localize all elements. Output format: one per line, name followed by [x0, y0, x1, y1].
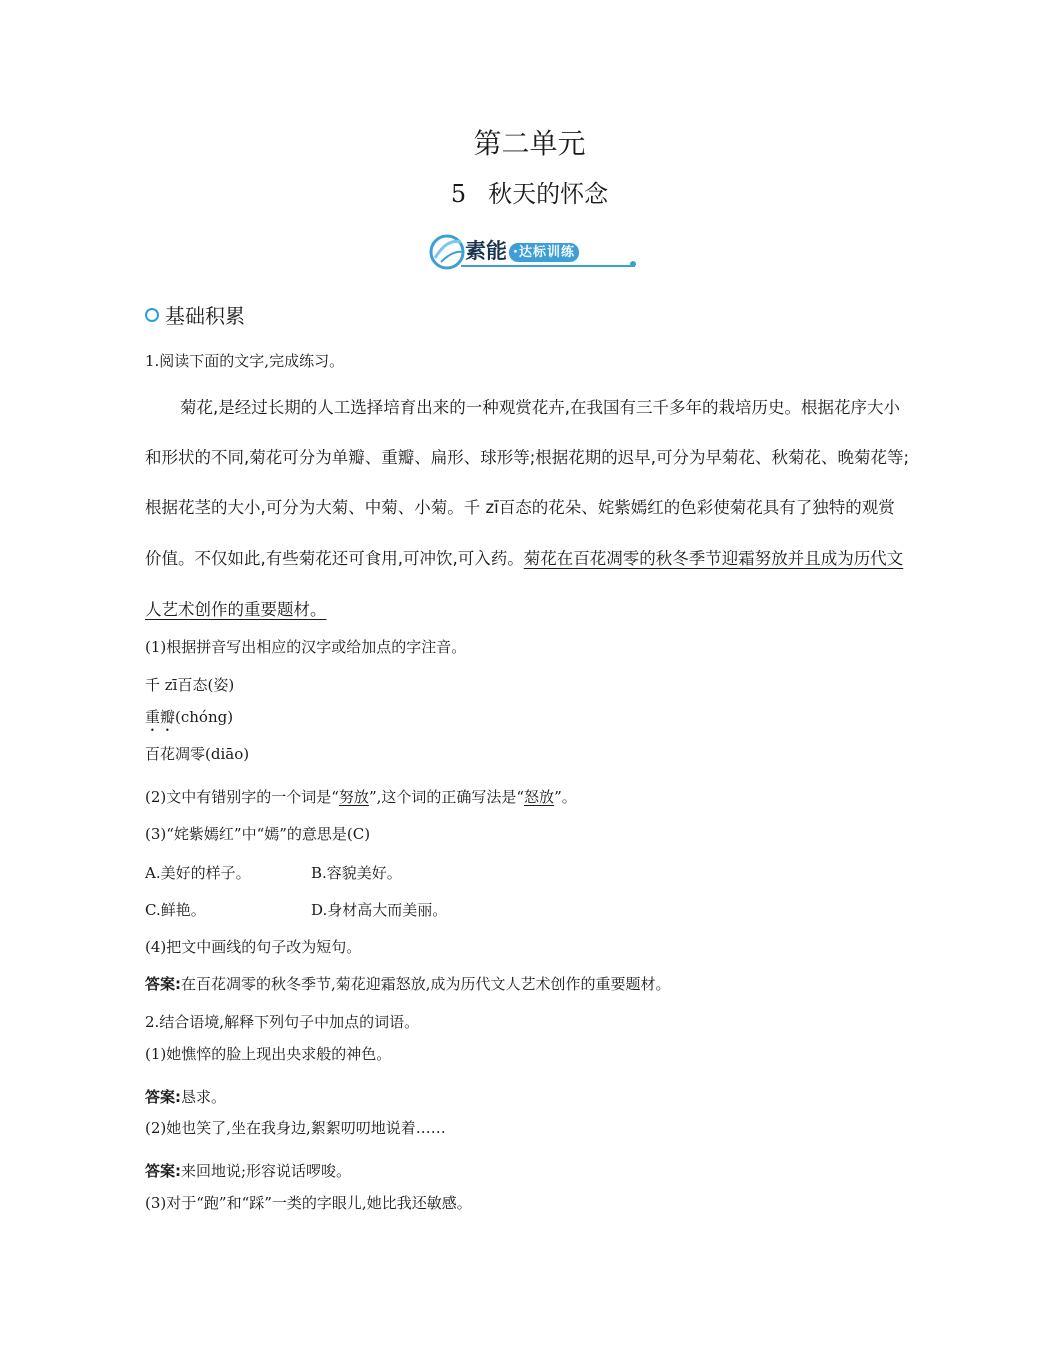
lesson-name: 秋天的怀念 — [488, 180, 609, 208]
answer-label: 答案: — [145, 975, 181, 993]
section-title: 基础积累 — [165, 304, 245, 328]
q2-a2 — [145, 1160, 351, 1181]
answer-diao: (diāo) — [205, 745, 250, 763]
q2-s1: (1)她憔悴的脸上现出央求般的神色。 — [145, 1045, 392, 1063]
sub2-prefix: (2)文中有错别字的一个词是“ — [145, 788, 339, 806]
sub2-suffix: ”。 — [554, 788, 577, 806]
q1-sub1-b — [145, 706, 233, 735]
q2-s2: (2)她也笑了,坐在我身边,絮絮叨叨地说着…… — [145, 1119, 446, 1137]
passage-line-5 — [145, 596, 327, 620]
q1-sub4: (4)把文中画线的句子改为短句。 — [145, 938, 362, 956]
sub2-mid: ”,这个词的正确写法是“ — [368, 788, 525, 806]
q2-prompt: 2.结合语境,解释下列句子中加点的词语。 — [145, 1013, 420, 1031]
banner-main: 素能 — [465, 239, 507, 263]
q1-sub1-a: 千 zī百态(姿) — [145, 676, 235, 694]
wrong-word: 努放 — [338, 788, 369, 806]
lesson-number: 5 — [450, 180, 467, 208]
dotted-word-diaoling: 百花凋零 — [145, 745, 206, 763]
option-a: A.美好的样子。 — [145, 864, 251, 882]
underlined-sentence-part1: 菊花在百花凋零的秋冬季节迎霜努放并且成为历代文 — [523, 549, 904, 568]
dotted-word-chongban: 重瓣 — [145, 708, 176, 726]
q1-sub1-c — [145, 743, 249, 764]
training-banner — [427, 228, 639, 274]
passage-line-4-text: 价值。不仅如此,有些菊花还可食用,可冲饮,可入药。 — [145, 549, 524, 568]
answer-chong: (chóng) — [175, 708, 234, 726]
correct-word: 怒放 — [524, 788, 555, 806]
passage-line-1: 菊花,是经过长期的人工选择培育出来的一种观赏花卉,在我国有三千多年的栽培历史。根据花序大小 — [180, 398, 900, 417]
answer-text: 在百花凋零的秋冬季节,菊花迎霜怒放,成为历代文人艺术创作的重要题材。 — [181, 975, 671, 993]
passage-line-2: 和形状的不同,菊花可分为单瓣、重瓣、扁形、球形等;根据花期的迟早,可分为早菊花、秋菊花、晚菊花等; — [145, 448, 910, 467]
passage-line-3: 根据花茎的大小,可分为大菊、中菊、小菊。千 zī百态的花朵、姹紫嫣红的色彩使菊花具有了独特的观赏 — [145, 498, 895, 517]
q1-answer — [145, 973, 671, 994]
answer-label: 答案: — [145, 1088, 181, 1106]
option-c: C.鲜艳。 — [145, 901, 206, 919]
underlined-sentence-part2: 人艺术创作的重要题材。 — [145, 600, 327, 619]
banner-sub: ·达标训练 — [509, 243, 579, 262]
q1-prompt: 1.阅读下面的文字,完成练习。 — [145, 352, 345, 370]
q1-sub3: (3)“姹紫嫣红”中“嫣”的意思是(C) — [145, 825, 371, 843]
q2-s3: (3)对于“跑”和“踩”一类的字眼儿,她比我还敏感。 — [145, 1194, 472, 1212]
section-heading — [145, 300, 245, 329]
lesson-title — [0, 174, 1059, 209]
q1-sub1: (1)根据拼音写出相应的汉字或给加点的字注音。 — [145, 638, 467, 656]
circle-bullet-icon — [145, 308, 159, 322]
option-d: D.身材高大而美丽。 — [311, 901, 448, 919]
answer-label: 答案: — [145, 1162, 181, 1180]
answer-text: 恳求。 — [181, 1088, 227, 1106]
q1-sub2 — [145, 786, 577, 807]
passage-line-4 — [145, 545, 903, 569]
q2-a1 — [145, 1086, 226, 1107]
option-b: B.容貌美好。 — [311, 864, 402, 882]
unit-title: 第二单元 — [473, 127, 586, 160]
answer-text: 来回地说;形容说话啰唆。 — [181, 1162, 352, 1180]
